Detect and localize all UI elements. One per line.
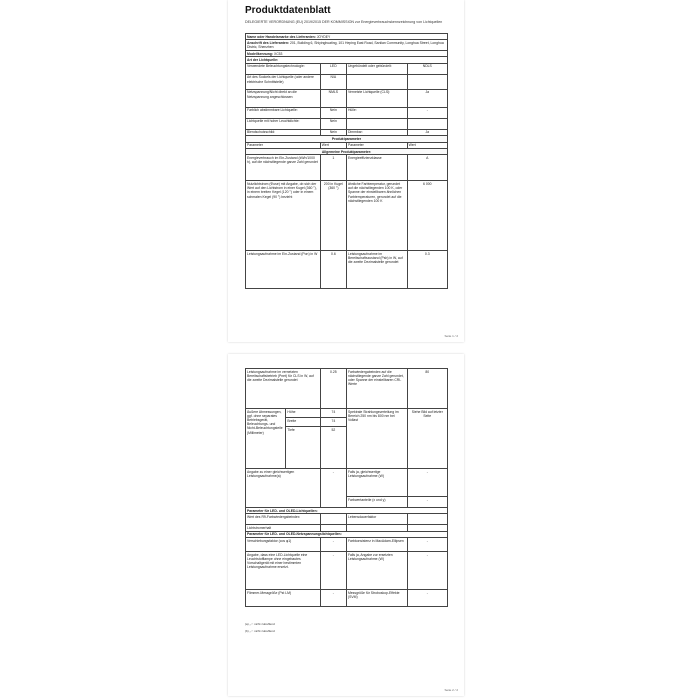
row-value: NDLS (407, 63, 447, 74)
table-row (246, 118, 448, 129)
param-label: Farbkonsistenz in MacAdam-Ellipsen (346, 538, 407, 552)
address-value: 201, Building 6, Shiyinghuating, 101 Heping East Road, Sanlian Community, Longhua Street, Longhua Distric, Shenzhen (247, 40, 444, 50)
datasheet-table-2 (245, 368, 448, 607)
param-label: ähnliche Farbtemperatur, gerundet auf die nächstliegenden 100 K, oder Spanne der einstellbaren ähnlichen Farbtemperaturen, gerundet auf die nächstliegenden 100 K (346, 181, 407, 251)
row-label: Ungebündelt oder gebündelt: (346, 63, 407, 74)
param-label: Energieverbrauch im Ein-Zustand (kWh/1000 h), auf die nächstliegende ganze Zahl gerundet (246, 155, 321, 181)
param-label: Verschiebungsfaktor (cos φ1) (246, 538, 321, 552)
datasheet-page-2 (228, 354, 464, 696)
param-label: Lebensdauerfaktor (346, 514, 407, 525)
table-row (246, 552, 448, 590)
row-label: Art des Sockels der Lichtquelle (oder andere elektrische Schnittstelle) (246, 74, 321, 89)
row-label (346, 74, 407, 89)
param-value: 1 (320, 155, 346, 181)
param-value: - (407, 552, 447, 590)
row-label: Netzspannung/Nicht direkt an die Netzspannung angeschlossen: (246, 89, 321, 107)
dim-label: Breite (286, 418, 320, 427)
spectral-value: Siehe Bild auf letzter Seite (407, 409, 447, 469)
dim-value: 74 (320, 418, 346, 427)
param-label: Energieeffizienzklasse (346, 155, 407, 181)
row-label (346, 118, 407, 129)
row-value (407, 118, 447, 129)
row-value: NMLS (320, 89, 346, 107)
model-value: XC53 (273, 51, 283, 56)
power-label: Falls ja, gleichwertige Leistungsaufnahme (W) (346, 469, 407, 497)
row-value: Nein (320, 129, 346, 135)
row-value: LED (320, 63, 346, 74)
param-value: - (407, 538, 447, 552)
param-value (320, 514, 346, 525)
table-row (246, 155, 448, 181)
table-row (246, 469, 448, 497)
row-label: Lichtquelle mit hoher Leuchtdichte: (246, 118, 321, 129)
general-heading: Allgemeine Produktparameter: (246, 148, 448, 154)
table-row (246, 63, 448, 74)
row-label: Blendschutzschild: (246, 129, 321, 135)
datasheet-page-1 (228, 0, 464, 342)
param-value: 200 in Kugel (360 °) (320, 181, 346, 251)
row-value: Nein (320, 107, 346, 118)
row-value: - (407, 107, 447, 118)
equiv-label: Angabe zu einer gleichwertigen Leistungsaufnahme(a) (246, 469, 321, 508)
address-label: Anschrift des Lieferanten: (247, 40, 290, 45)
param-label: Farbwiedergabeindex auf die nächstliegende ganze Zahl gerundet, oder Spanne der einstellbaren CRI-Werte (346, 369, 407, 409)
type-heading: Art der Lichtquelle: (246, 57, 448, 63)
table-row (246, 181, 448, 251)
mains-heading: Parameter für LED- und OLED-Netzspannungslichtquellen: (246, 531, 448, 537)
param-value: A (407, 155, 447, 181)
dim-value: 74 (320, 409, 346, 418)
spectral-label: Spektrale Strahlungsverteilung im Bereich 250 nm bis 800 nm bei Vollast (346, 409, 407, 469)
supplier-label: Name oder Handelsmarke des Lieferanten: (247, 34, 316, 39)
equiv-value: - (320, 469, 346, 508)
param-value: 0.25 (320, 369, 346, 409)
param-label: Lichtstromerhalt (246, 525, 321, 531)
row-value: Ja (407, 89, 447, 107)
param-label: Wert des R9-Farbwiedergabeindex (246, 514, 321, 525)
param-label: Falls ja, Angabe zur ersetzten Leistungsaufnahme (W) (346, 552, 407, 590)
param-value: 80 (407, 369, 447, 409)
datasheet-table-1 (245, 33, 448, 289)
row-label: Vernetzte Lichtquelle (CLS): (346, 89, 407, 107)
param-label: Nutzlichtstrom (Φuse) mit Angabe, ob sich der Wert auf den Lichtstrom in einer Kugel (360 °), in einem breiten Kegel (120 °) oder in einem schmalen Kegel (90 °) bezieht (246, 181, 321, 251)
footnote-b: (b) „-“: nicht zutreffend (245, 629, 275, 633)
table-row (246, 251, 448, 289)
param-label: Leistungsaufnahme im Ein-Zustand (Pon) in W (246, 251, 321, 289)
param-value: - (407, 590, 447, 607)
page-number: Seite 1 / 2 (444, 334, 458, 338)
param-value: - (320, 590, 346, 607)
row-label: Verwendete Beleuchtungstechnologie: (246, 63, 321, 74)
param-label: Flimmer-Messgröße (Pst LM) (246, 590, 321, 607)
table-row (246, 89, 448, 107)
param-value: 0.6 (320, 251, 346, 289)
row-value: Ja (407, 129, 447, 135)
table-row (246, 514, 448, 525)
row-value: N/A (320, 74, 346, 89)
table-row (246, 590, 448, 607)
param-value: - (320, 538, 346, 552)
table-row (246, 107, 448, 118)
row-label: Dimmbar: (346, 129, 407, 135)
page-number: Seite 2 / 2 (444, 688, 458, 692)
column-header-value: Wert (407, 142, 447, 148)
row-value: Nein (320, 118, 346, 129)
dims-row (246, 409, 448, 418)
dim-label: Tiefe (286, 427, 320, 469)
column-header-param: Parameter (346, 142, 407, 148)
footnote-a: (a) „-“: nicht zutreffend (245, 622, 275, 626)
param-label: Messgröße für Stroboskop-Effekte (SVM) (346, 590, 407, 607)
column-header-value: Wert (320, 142, 346, 148)
param-value (407, 514, 447, 525)
row-value (407, 74, 447, 89)
address-row (246, 40, 448, 51)
param-label: Leistungsaufnahme im vernetzten Bereitschaftsbetrieb (Pnet) für CLS in W, auf die zweite Dezimalstelle gerundet (246, 369, 321, 409)
chroma-label: Farbwertanteile (x und y) (346, 497, 407, 508)
document-title: Produktdatenblatt (245, 5, 331, 16)
param-label: Leistungsaufnahme im Bereitschaftszustand (Psb) in W, auf die zweite Dezimalstelle gerundet (346, 251, 407, 289)
table-row (246, 538, 448, 552)
dim-label: Höhe (286, 409, 320, 418)
power-value: - (407, 469, 447, 497)
column-header-param: Parameter (246, 142, 321, 148)
supplier-value: JOYDEY (316, 34, 331, 39)
dims-label: Äußere Abmessungen, ggf. ohne separates Betriebsgerät, Beleuchtungs- und Nicht-Beleuchtungsteile (Millimeter) (246, 409, 286, 469)
model-label: Modellkennung: (247, 51, 273, 56)
row-label: Farblich abstimmbare Lichtquelle: (246, 107, 321, 118)
chroma-value: - (407, 497, 447, 508)
document-subtitle: DELEGIERTE VERORDNUNG (EU) 2019/2015 DER KOMMISSION zur Energieverbrauchskennzeichnung von Lichtquellen (245, 20, 443, 24)
param-label: Angabe, dass eine LED-Lichtquelle eine Leuchtstofflampe ohne eingebautes Vorschaltgerät mit einer bestimmten Leistungsaufnahme ersetzt. (246, 552, 321, 590)
param-value: 6 000 (407, 181, 447, 251)
oled-heading: Parameter für LED- und OLED-Lichtquellen: (246, 508, 448, 514)
table-row (246, 74, 448, 89)
param-value: 0.3 (407, 251, 447, 289)
product-params-heading: Produktparameter (246, 136, 448, 142)
dim-value: 52 (320, 427, 346, 469)
param-value: - (320, 552, 346, 590)
table-row (246, 369, 448, 409)
row-label: Hülle: (346, 107, 407, 118)
